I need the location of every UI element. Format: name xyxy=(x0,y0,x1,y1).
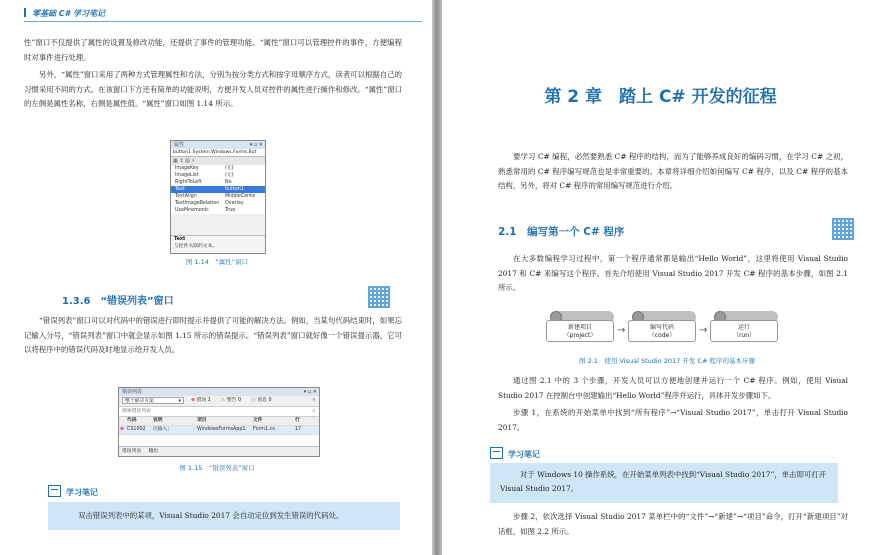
search-icon: ⌕ xyxy=(312,409,315,414)
window-title xyxy=(119,388,319,396)
filter-icon: ▿ xyxy=(312,398,315,403)
error-icon: ⊗ xyxy=(191,398,196,403)
note-heading xyxy=(48,485,98,498)
categorized-icon: ▦ xyxy=(173,158,178,164)
paragraph: 另外，“属性”窗口采用了两种方式管理属性和方法，分别为按分类方式和按字母顺序方式，读者可以根据自己的习惯采用不同的方式。在该窗口下方还有简单的功能说明，方便开发人员对控件的属性进行操作和修改。“属性”窗口的左侧是属性名称，右侧是属性值。“属性”窗口如图 1.14 所示。 xyxy=(24,70,402,108)
column-header: 说明 xyxy=(153,418,163,423)
description-title: Text xyxy=(174,237,186,242)
errors-filter-label: 错误 1 xyxy=(196,398,211,403)
property-row xyxy=(171,200,265,207)
property-row xyxy=(171,172,265,179)
running-head xyxy=(24,8,105,19)
error-line: 17 xyxy=(295,427,302,432)
error-code: CS1002 xyxy=(127,427,146,432)
property-value: Overlay xyxy=(225,201,244,206)
tab-output: 输出 xyxy=(148,449,159,454)
note-heading xyxy=(490,447,540,460)
column-header-row xyxy=(119,417,319,426)
note-heading-text: 学习笔记 xyxy=(66,488,98,497)
note-box: 对于 Windows 10 操作系统，在开始菜单列表中找到“Visual Studio 2017”，单击即可打开 Visual Studio 2017。 xyxy=(490,463,838,503)
property-name: ImageKey xyxy=(175,166,199,171)
left-page xyxy=(0,0,432,555)
property-grid xyxy=(171,165,265,214)
arrow-right-icon: → xyxy=(617,325,626,336)
qr-code-icon xyxy=(368,286,390,308)
flow-step-label: 编写代码 xyxy=(649,324,674,331)
property-name: Text xyxy=(175,187,185,192)
property-name: TextAlign xyxy=(175,194,197,199)
paragraph: 步骤 1，在系统的开始菜单中找到“所有程序”→“Visual Studio 2017”，单击打开 Visual Studio 2017。 xyxy=(498,408,848,432)
warnings-filter-label: 警告 0 xyxy=(226,398,242,403)
paragraph: 步骤 2，依次选择 Visual Studio 2017 菜单栏中的“文件”→“新建”→“项目”命令，打开“新建项目”对话框，如图 2.2 所示。 xyxy=(498,512,848,536)
info-icon: ⓘ xyxy=(251,398,256,403)
column-header: 项目 xyxy=(197,418,207,423)
property-name: TextImageRelation xyxy=(175,201,220,206)
window-title-text: 错误列表 xyxy=(122,389,143,395)
property-row xyxy=(171,193,265,200)
property-row xyxy=(171,179,265,186)
running-head-text: 零基础 C# 学习笔记 xyxy=(32,9,106,18)
messages-filter-label: 消息 0 xyxy=(257,398,272,403)
tab-error-list: 错误列表 xyxy=(122,449,142,454)
object-selector: button1 System.Windows.Forms.But xyxy=(171,149,265,157)
flow-step-sub: （project） xyxy=(563,332,597,339)
flow-diagram xyxy=(542,311,782,351)
warning-icon: ⚠ xyxy=(221,398,226,403)
arrow-right-icon: → xyxy=(699,325,708,336)
window-title-text: 属性 xyxy=(174,142,185,148)
scope-dropdown xyxy=(122,397,184,404)
flow-step-label: 新建项目 xyxy=(567,324,592,331)
property-value: button1 xyxy=(225,187,244,192)
section-heading: 1.3.6 “错误列表”窗口 xyxy=(62,296,174,307)
figure-caption: 图 1.14 “属性”窗口 xyxy=(185,258,249,266)
description-pane xyxy=(171,235,265,253)
errors-filter-button xyxy=(191,396,211,406)
column-header: 代码 xyxy=(127,418,137,423)
property-row xyxy=(171,165,265,172)
column-header: 文件 xyxy=(253,418,263,423)
window-controls-icon: ▾ ▫ ✕ xyxy=(249,142,263,148)
paragraph: “错误列表”窗口可以对代码中的错误进行即时提示并提供了可能的解决方法。例如，当某句代码结束时，如果忘记输入分号，“错误列表”窗口中就会显示如图 1.15 所示的错误提示。“错误列表”窗口就好像一个错误提示器，它可以将程序中的错误代码及时地显示给开发人员。 xyxy=(24,316,402,354)
paragraph: 通过图 2.1 中的 3 个步骤，开发人员可以方便地创建并运行一个 C# 程序。例如，使用 Visual Studio 2017 在控制台中创建输出“Hello World”程序并运行，具体开发步骤如下。 xyxy=(498,376,848,400)
note-box: 双击错误列表中的某项，Visual Studio 2017 会自动定位到发生错误的代码处。 xyxy=(48,502,400,530)
properties-toolbar xyxy=(171,157,265,165)
bottom-tabs xyxy=(119,446,319,456)
window-title xyxy=(171,141,265,149)
flow-step-new-project xyxy=(546,320,614,342)
error-icon: ⊗ xyxy=(120,427,125,432)
paragraph: 性”窗口不仅提供了属性的设置及修改功能，还提供了事件的管理功能。“属性”窗口可以管理控件的事件，方便编程时对事件进行处理。 xyxy=(24,38,402,62)
property-name: RightToLeft xyxy=(175,180,202,185)
window-controls-icon: ▾ ▫ ✕ xyxy=(303,389,317,395)
property-name: UseMnemonic xyxy=(175,208,209,213)
flow-step-sub: （code） xyxy=(648,332,676,339)
page-gutter xyxy=(432,0,442,555)
error-project: WindowsFormsApp1 xyxy=(197,427,246,432)
error-description: 应输入； xyxy=(153,427,173,432)
scope-dropdown-value: 整个解决方案 xyxy=(125,399,154,404)
property-value: True xyxy=(225,208,236,213)
qr-code-icon xyxy=(832,218,854,240)
column-header: 行 xyxy=(295,418,300,423)
property-value: MiddleCente xyxy=(225,194,256,199)
search-input xyxy=(119,407,319,417)
property-name: ImageList xyxy=(175,173,199,178)
property-value: (无) xyxy=(225,173,234,178)
chapter-title: 第 2 章 踏上 C# 开发的征程 xyxy=(544,87,777,107)
paragraph: 要学习 C# 编程，必然要熟悉 C# 程序的结构，而为了能够养成良好的编码习惯，在学习 C# 之初，熟悉常用的 C# 程序编写规范也是非常重要的。本章将详细介绍如何编写 C# 程序，以及 C# 程序的基本结构，另外，将对 C# 程序的常用编写规范进行介绍。 xyxy=(498,152,848,190)
section-heading: 2.1 编写第一个 C# 程序 xyxy=(498,226,625,238)
search-placeholder: 搜索错误列表 xyxy=(122,409,151,414)
table-row xyxy=(119,426,319,435)
paragraph: 在大多数编程学习过程中，第一个程序通常都是输出“Hello World”，这里将使用 Visual Studio 2017 和 C# 来编写这个程序。首先介绍使用 Visual Studio 2017 开发 C# 程序的基本步骤，如图 2.1 所示。 xyxy=(498,254,848,292)
messages-filter-button xyxy=(251,396,272,406)
flow-step-label: 运行 xyxy=(737,324,750,331)
property-value: (无) xyxy=(225,166,234,171)
note-icon xyxy=(48,485,61,497)
right-page xyxy=(442,0,879,555)
figure-caption: 图 2.1 使用 Visual Studio 2017 开发 C# 程序的基本步骤 xyxy=(579,357,755,365)
description-text: 与控件关联的文本。 xyxy=(174,244,218,249)
events-icon: ⚡ xyxy=(191,158,195,164)
property-row xyxy=(171,186,265,193)
note-heading-text: 学习笔记 xyxy=(508,450,540,459)
running-head-bar xyxy=(24,8,26,17)
alphabetical-icon: ↕ xyxy=(179,158,184,164)
properties-icon: ▤ xyxy=(185,158,190,164)
error-file: Form1.cs xyxy=(253,427,275,432)
figure-caption: 图 1.15 “错误列表”窗口 xyxy=(179,464,255,472)
error-list-window-figure xyxy=(118,387,320,457)
flow-step-write-code xyxy=(628,320,696,342)
header-rule xyxy=(24,21,422,22)
flow-step-run xyxy=(710,320,778,342)
chevron-down-icon: ▾ xyxy=(178,399,181,404)
warnings-filter-button xyxy=(221,396,241,406)
property-row xyxy=(171,207,265,214)
properties-window-figure xyxy=(170,140,266,254)
error-list-toolbar xyxy=(119,396,319,407)
property-value: No xyxy=(225,180,232,185)
flow-step-sub: （run） xyxy=(732,332,756,339)
note-icon xyxy=(490,447,503,459)
